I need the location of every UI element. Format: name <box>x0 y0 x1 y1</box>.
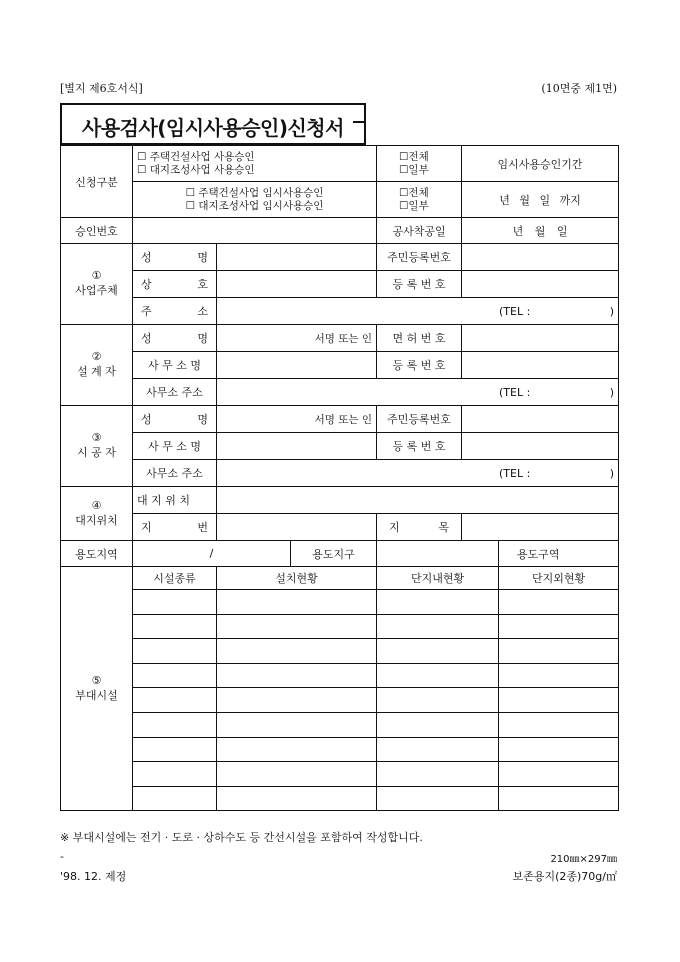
facility-type-cell[interactable] <box>133 786 217 811</box>
housing-use-checkbox[interactable]: ☐ 주택건설사업 사용승인 <box>137 150 255 163</box>
operator-number: ① <box>91 269 102 282</box>
designer-signature[interactable]: 서명 또는 인 <box>217 325 377 352</box>
facilities-col-type: 시설종류 <box>133 567 217 590</box>
table-row <box>61 639 619 664</box>
facility-type-cell[interactable] <box>133 663 217 688</box>
scope-all-checkbox[interactable]: ☐전체 <box>399 150 429 163</box>
table-row <box>61 590 619 615</box>
facility-inner-cell[interactable] <box>377 639 499 664</box>
facility-install-cell[interactable] <box>217 737 377 762</box>
facility-type-cell[interactable] <box>133 737 217 762</box>
zoning-zone-cell <box>499 541 619 567</box>
site-category-label: 지 목 <box>377 514 462 541</box>
facility-inner-cell[interactable] <box>377 590 499 615</box>
paper-type: 보존용지(2종)70g/㎡ <box>512 870 617 883</box>
facility-inner-cell[interactable] <box>377 762 499 787</box>
contractor-name-label: 성 명 <box>133 406 217 433</box>
facilities-col-inner: 단지내현황 <box>377 567 499 590</box>
zoning-district-label: 용도지구 <box>291 541 377 567</box>
facility-install-cell[interactable] <box>217 590 377 615</box>
designer-reg-value[interactable] <box>462 352 619 379</box>
operator-trade-label: 상 호 <box>133 271 217 298</box>
paper-size: 210㎜×297㎜ <box>550 854 617 865</box>
site-location-value[interactable] <box>217 487 619 514</box>
footnote: ※ 부대시설에는 전기 · 도로 · 상하수도 등 간선시설을 포함하여 작성합니다. <box>60 831 423 844</box>
tel-prefix: (TEL : <box>499 466 531 480</box>
site-lot-value[interactable] <box>217 514 377 541</box>
operator-label: 사업주체 <box>75 284 118 297</box>
facility-type-cell[interactable] <box>133 688 217 713</box>
facilities-number: ⑤ <box>91 673 102 687</box>
operator-id-label: 주민등록번호 <box>377 244 462 271</box>
facilities-section <box>61 567 133 811</box>
period-label: 임시사용승인기간 <box>462 146 619 182</box>
form-number: [별지 제6호서식] <box>60 82 143 95</box>
facility-outer-cell[interactable] <box>499 762 619 787</box>
designer-label: 설 계 자 <box>77 365 116 378</box>
table-row <box>61 762 619 787</box>
tel-prefix: (TEL : <box>499 304 531 318</box>
facility-install-cell[interactable] <box>217 712 377 737</box>
table-row <box>61 688 619 713</box>
facility-install-cell[interactable] <box>217 762 377 787</box>
page-indicator: (10면중 제1면) <box>541 82 617 95</box>
tel-suffix: ) <box>609 304 615 318</box>
operator-reg-label: 등 록 번 호 <box>377 271 462 298</box>
operator-id-value[interactable] <box>462 244 619 271</box>
designer-section <box>61 325 133 406</box>
designer-license-value[interactable] <box>462 325 619 352</box>
facility-outer-cell[interactable] <box>499 663 619 688</box>
title-tick <box>353 121 366 123</box>
approval-number-label: 승인번호 <box>61 218 133 244</box>
facility-outer-cell[interactable] <box>499 737 619 762</box>
start-date-label: 공사착공일 <box>377 218 462 244</box>
table-row <box>61 663 619 688</box>
table-row <box>61 786 619 811</box>
facilities-col-outer: 단지외현황 <box>499 567 619 590</box>
facility-outer-cell[interactable] <box>499 688 619 713</box>
facilities-col-install: 설치현황 <box>217 567 377 590</box>
site-label: 대지위치 <box>75 513 118 527</box>
site-category-value[interactable] <box>462 514 619 541</box>
designer-number: ② <box>91 350 102 363</box>
designer-office-label: 사 무 소 명 <box>133 352 217 379</box>
land-temp-checkbox[interactable]: ☐ 대지조성사업 임시사용승인 <box>185 199 324 212</box>
scope-all-checkbox-2[interactable]: ☐전체 <box>399 186 429 199</box>
contractor-label: 시 공 자 <box>77 446 116 459</box>
application-use-options[interactable] <box>133 146 377 182</box>
contractor-id-value[interactable] <box>462 406 619 433</box>
zoning-area-label: 용도지역 <box>61 541 133 567</box>
zoning-zone-label: 용도구역 <box>517 547 560 561</box>
facilities-label: 부대시설 <box>75 688 118 702</box>
operator-trade-value[interactable] <box>217 271 377 298</box>
tel-suffix: ) <box>609 385 615 399</box>
tel-prefix: (TEL : <box>499 385 531 399</box>
designer-office-value[interactable] <box>217 352 377 379</box>
designer-address-label: 사무소 주소 <box>133 379 217 406</box>
scope-options-2[interactable] <box>377 182 462 218</box>
operator-reg-value[interactable] <box>462 271 619 298</box>
contractor-address-value[interactable] <box>217 460 619 487</box>
zoning-district-value[interactable] <box>377 541 499 567</box>
table-row <box>61 614 619 639</box>
approval-number-value[interactable] <box>133 218 377 244</box>
facility-inner-cell[interactable] <box>377 614 499 639</box>
facility-type-cell[interactable] <box>133 639 217 664</box>
period-value[interactable]: 년 월 일 까지 <box>462 182 619 218</box>
contractor-reg-value[interactable] <box>462 433 619 460</box>
start-date-value[interactable]: 년 월 일 <box>462 218 619 244</box>
contractor-address-label: 사무소 주소 <box>133 460 217 487</box>
facility-type-cell[interactable] <box>133 590 217 615</box>
facility-inner-cell[interactable] <box>377 712 499 737</box>
application-type-label: 신청구분 <box>61 146 133 218</box>
housing-temp-checkbox[interactable]: ☐ 주택건설사업 임시사용승인 <box>185 186 324 199</box>
facility-install-cell[interactable] <box>217 663 377 688</box>
land-use-checkbox[interactable]: ☐ 대지조성사업 사용승인 <box>137 163 255 176</box>
facility-outer-cell[interactable] <box>499 639 619 664</box>
scope-options-1[interactable] <box>377 146 462 182</box>
facility-outer-cell[interactable] <box>499 786 619 811</box>
facility-type-cell[interactable] <box>133 762 217 787</box>
designer-name-label: 성 명 <box>133 325 217 352</box>
contractor-id-label: 주민등록번호 <box>377 406 462 433</box>
operator-address-label: 주 소 <box>133 298 217 325</box>
site-location-label: 대 지 위 치 <box>133 487 217 514</box>
tel-suffix: ) <box>609 466 615 480</box>
application-form <box>60 145 619 811</box>
operator-name-value[interactable] <box>217 244 377 271</box>
facility-type-cell[interactable] <box>133 712 217 737</box>
designer-address-value[interactable] <box>217 379 619 406</box>
facility-outer-cell[interactable] <box>499 614 619 639</box>
designer-license-label: 면 허 번 호 <box>377 325 462 352</box>
site-number: ④ <box>91 498 102 512</box>
table-row <box>61 712 619 737</box>
operator-section <box>61 244 133 325</box>
designer-reg-label: 등 록 번 호 <box>377 352 462 379</box>
site-lot-label: 지 번 <box>133 514 217 541</box>
scope-part-checkbox-2[interactable]: ☐일부 <box>399 199 429 212</box>
facility-install-cell[interactable] <box>217 639 377 664</box>
contractor-office-label: 사 무 소 명 <box>133 433 217 460</box>
contractor-reg-label: 등 록 번 호 <box>377 433 462 460</box>
operator-name-label: 성 명 <box>133 244 217 271</box>
form-title: 사용검사(임시사용승인)신청서 <box>82 116 344 140</box>
operator-address-value[interactable] <box>217 298 619 325</box>
zoning-area-value[interactable]: / <box>133 541 291 567</box>
facility-outer-cell[interactable] <box>499 590 619 615</box>
contractor-number: ③ <box>91 431 102 444</box>
facility-install-cell[interactable] <box>217 786 377 811</box>
facility-outer-cell[interactable] <box>499 712 619 737</box>
footer-dash: - <box>60 850 64 863</box>
facility-type-cell[interactable] <box>133 614 217 639</box>
facility-inner-cell[interactable] <box>377 663 499 688</box>
contractor-section <box>61 406 133 487</box>
table-row <box>61 737 619 762</box>
facility-install-cell[interactable] <box>217 688 377 713</box>
contractor-signature[interactable]: 서명 또는 인 <box>217 406 377 433</box>
scope-part-checkbox[interactable]: ☐일부 <box>399 163 429 176</box>
site-section <box>61 487 133 541</box>
facility-install-cell[interactable] <box>217 614 377 639</box>
enacted-date: '98. 12. 제정 <box>60 870 127 883</box>
facility-inner-cell[interactable] <box>377 786 499 811</box>
facility-inner-cell[interactable] <box>377 688 499 713</box>
facility-inner-cell[interactable] <box>377 737 499 762</box>
title-box <box>60 103 366 145</box>
contractor-office-value[interactable] <box>217 433 377 460</box>
application-temp-options[interactable] <box>133 182 377 218</box>
